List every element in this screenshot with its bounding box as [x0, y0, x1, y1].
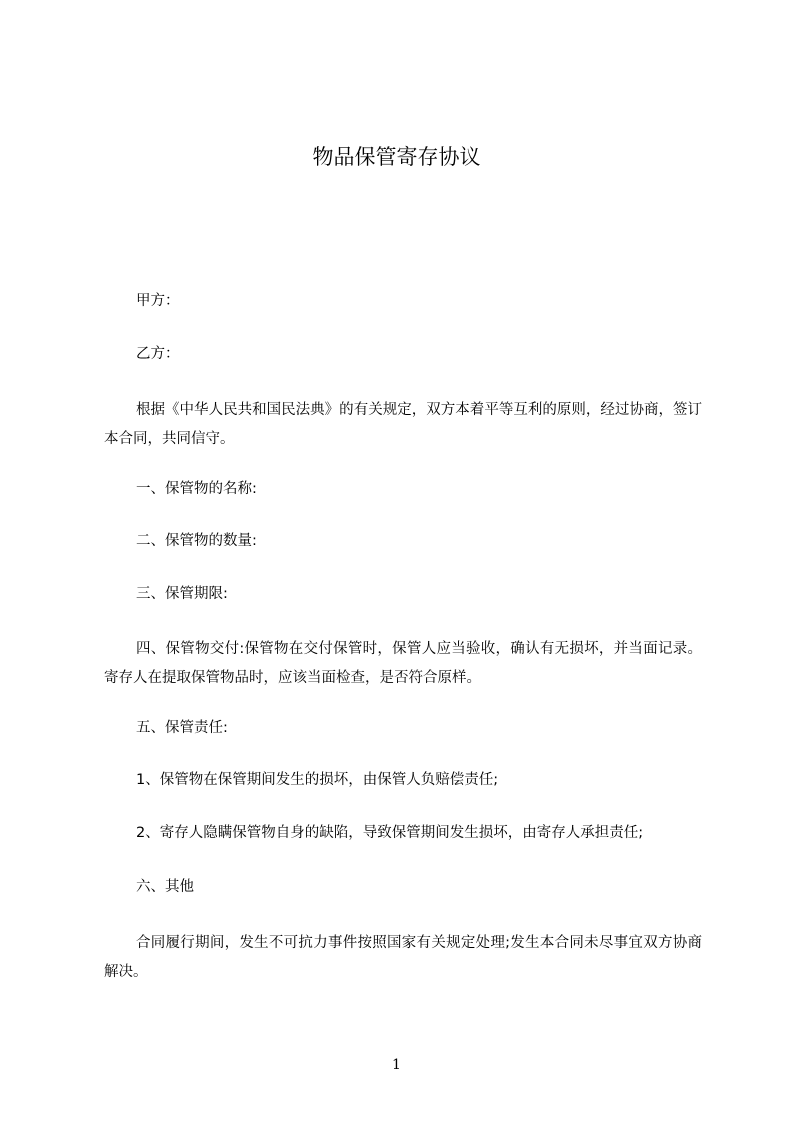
- clause-5-responsibility: 五、保管责任:: [136, 720, 228, 736]
- preamble-paragraph: 根据《中华人民共和国民法典》的有关规定，双方本着平等互利的原则，经过协商，签订本合同，共同信守。: [104, 402, 702, 447]
- party-b-label: 乙方：: [136, 346, 180, 362]
- clause-4-delivery: 四、保管物交付:保管物在交付保管时，保管人应当验收，确认有无损坏，并当面记录。寄存人在提取保管物品时，应该当面检查，是否符合原样。: [104, 641, 702, 686]
- clause-5-item-2: 2、寄存人隐瞒保管物自身的缺陷，导致保管期间发生损坏，由寄存人承担责任;: [136, 825, 644, 841]
- clause-6-paragraph: 合同履行期间，发生不可抗力事件按照国家有关规定处理;发生本合同未尽事宜双方协商解决。: [104, 935, 702, 980]
- clause-3-term: 三、保管期限:: [136, 586, 228, 602]
- clause-2-item-quantity: 二、保管物的数量:: [136, 533, 257, 549]
- party-a-label: 甲方：: [136, 293, 180, 309]
- clause-6-other: 六、其他: [136, 879, 194, 895]
- page-number: 1: [392, 1057, 401, 1073]
- document-title: 物品保管寄存协议: [312, 145, 481, 169]
- clause-1-item-name: 一、保管物的名称:: [136, 481, 257, 497]
- clause-5-item-1: 1、保管物在保管期间发生的损坏，由保管人负赔偿责任;: [136, 772, 499, 788]
